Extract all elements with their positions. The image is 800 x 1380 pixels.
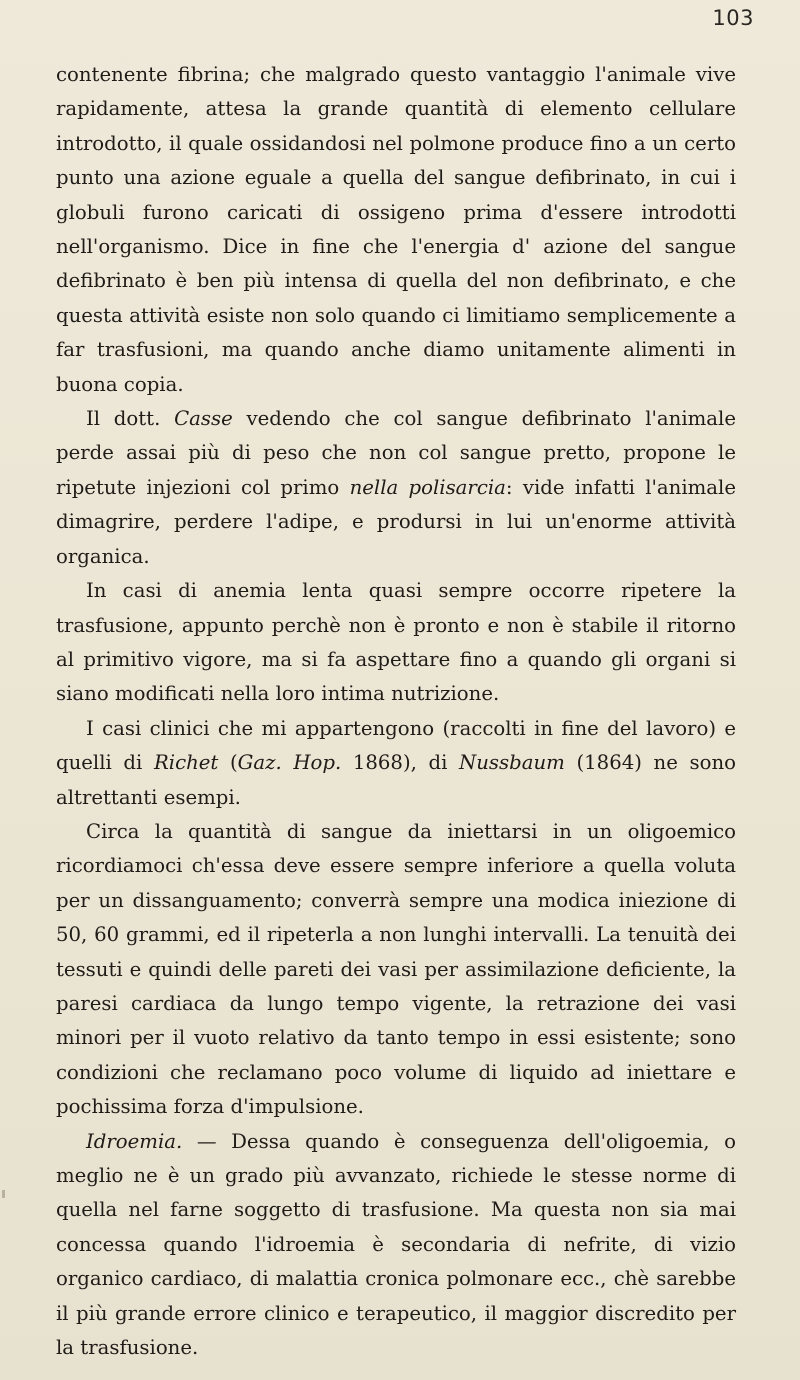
paragraph-1 bbox=[56, 58, 736, 402]
paragraph-1-text: contenente fibrina; che malgrado questo vantaggio l'animale vive rapidamente, attesa la grande quantità di elemento cellulare introdotto, il quale ossidandosi nel polmone produce fino a un certo punto una azione eguale a quella del sangue defibrinato, in cui i globuli furono caricati di ossigeno prima d'essere introdotti nell'organismo. Dice in fine che l'energia d' azione del sangue defibrinato è ben più intensa di quella del non defibrinato, e che questa attività esiste non solo quando ci limitiamo semplicemente a far trasfusioni, ma quando anche diamo unitamente alimenti in buona copia. bbox=[56, 63, 736, 396]
paragraph-4-text-d: (1864) ne sono altrettanti esempi. bbox=[56, 751, 736, 809]
author-nussbaum: Nussbaum bbox=[459, 751, 565, 775]
author-richet: Richet bbox=[153, 751, 219, 775]
paragraph-4-text-b: ( bbox=[218, 751, 238, 775]
paragraph-6-text: — Dessa quando è conseguenza dell'oligoemia, o meglio ne è un grado più avvanzato, richiede le stesse norme di quella nel farne soggetto di trasfusione. Ma questa non sia mai concessa quando l'idroemia è secondaria di nefrite, di vizio organico cardiaco, di malattia cronica polmonare ecc., chè sarebbe il più grande errore clinico e terapeutico, il maggior discredito per la trasfusione. bbox=[56, 1129, 736, 1360]
paragraph-2-text-a: Il dott. bbox=[86, 407, 175, 431]
paragraph-4 bbox=[56, 712, 736, 815]
page-edge-mark bbox=[2, 1190, 5, 1198]
paragraph-2-text-b: vedendo che col sangue defibrinato l'animale perde assai più di peso che non col sangue pretto, propone le ripetute injezioni col primo bbox=[56, 407, 736, 499]
journal-gaz-hop: Gaz. Hop. bbox=[237, 751, 342, 775]
section-heading-idroemia: Idroemia. bbox=[86, 1129, 183, 1153]
paragraph-6 bbox=[56, 1125, 736, 1366]
paragraph-5 bbox=[56, 815, 736, 1125]
paragraph-3 bbox=[56, 574, 736, 712]
paragraph-4-text-a: I casi clinici che mi appartengono (raccolti in fine del lavoro) e quelli di bbox=[56, 716, 736, 775]
paragraph-2-text-c: : vide infatti l'animale dimagrire, perdere l'adipe, e prodursi in lui un'enorme attività organica. bbox=[56, 475, 736, 568]
paragraph-3-text: In casi di anemia lenta quasi sempre occorre ripetere la trasfusione, appunto perchè non è pronto e non è stabile il ritorno al primitivo vigore, ma si fa aspettare fino a quando gli organi si siano modificati nella loro intima nutrizione. bbox=[56, 579, 736, 706]
author-casse: Casse bbox=[174, 407, 233, 431]
paragraph-4-text-c: 1868), di bbox=[341, 751, 460, 775]
paragraph-5-text: Circa la quantità di sangue da iniettarsi in un oligoemico ricordiamoci ch'essa deve essere sempre inferiore a quella voluta per un dissanguamento; converrà sempre una modica iniezione di 50, 60 grammi, ed il ripeterla a non lunghi intervalli. La tenuità dei tessuti e quindi delle pareti dei vasi per assimilazione deficiente, la paresi cardiaca da lungo tempo vigente, la retrazione dei vasi minori per il vuoto relativo da tanto tempo in essi esistente; sono condizioni che reclamano poco volume di liquido ad iniettare e pochissima forza d'impulsione. bbox=[56, 819, 736, 1119]
page-number: 103 bbox=[712, 6, 754, 30]
paragraph-2 bbox=[56, 402, 736, 574]
term-polisarcia: nella polisarcia bbox=[349, 475, 506, 499]
body-text bbox=[56, 58, 736, 1365]
